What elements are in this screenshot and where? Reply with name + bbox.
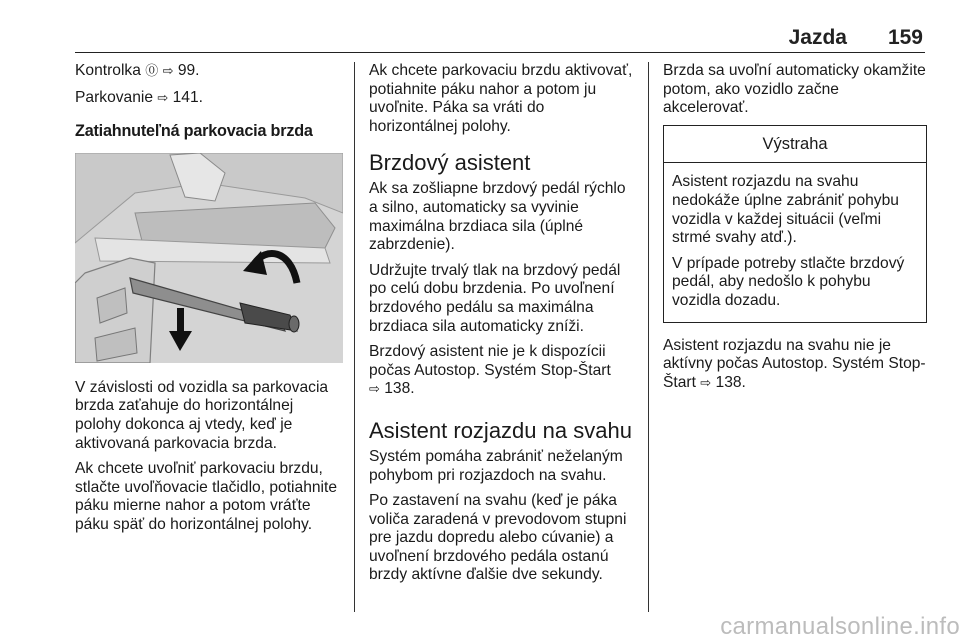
- page-number: 159: [887, 26, 923, 49]
- indicator-reference: Kontrolka ⓪ ⇨ 99.: [75, 62, 200, 79]
- column-3: [663, 62, 927, 400]
- warning-title: Výstraha: [664, 126, 926, 164]
- page-ref-arrow-icon: ⇨: [157, 90, 169, 106]
- indicator-symbol-icon: ⓪: [145, 64, 159, 79]
- column-divider: [354, 62, 355, 612]
- page-ref-link[interactable]: 138.: [711, 373, 746, 391]
- paragraph: Ak chcete uvoľniť parkovaciu brzdu, stlačte uvoľňovacie tlačidlo, potiahnite páku mierne nahor a potom vráťte páku späť do horizontálnej polohy.: [75, 460, 338, 533]
- parking-reference: Parkovanie ⇨ 141.: [75, 88, 203, 106]
- paragraph: Ak sa zošliapne brzdový pedál rýchlo a silno, automaticky sa vyvinie maximálna brzdiaca sila (úplné zabrzdenie).: [369, 180, 626, 254]
- warning-paragraph: V prípade potreby stlačte brzdový pedál, aby nedošlo k pohybu vozidla dozadu.: [672, 254, 905, 309]
- page-ref-link[interactable]: 138.: [379, 380, 415, 398]
- heading-hill-start-assist: Asistent rozjazdu na svahu: [369, 417, 632, 443]
- paragraph: Systém pomáha zabrániť neželaným pohybom pri rozjazdoch na svahu.: [369, 447, 623, 484]
- page-ref-link[interactable]: 99.: [173, 62, 200, 79]
- warning-body: [664, 163, 926, 321]
- paragraph: Brzda sa uvoľní automaticky okamžite potom, ako vozidlo začne akcelerovať.: [663, 62, 926, 117]
- paragraph: V závislosti od vozidla sa parkovacia brzda zaťahuje do horizontálnej polohy dokonca aj vtedy, keď je aktivovaná parkovacia brzda.: [75, 378, 329, 452]
- column-divider: [648, 62, 649, 612]
- page-ref-arrow-icon: ⇨: [162, 64, 174, 79]
- paragraph: Ak chcete parkovaciu brzdu aktivovať, potiahnite páku nahor a potom ju uvoľnite. Páka sa vráti do horizontálnej polohy.: [369, 62, 633, 135]
- heading-brake-assist: Brzdový asistent: [369, 150, 531, 176]
- heading-parking-brake: Zatiahnuteľná parkovacia brzda: [75, 122, 313, 141]
- paragraph: Po zastavení na svahu (keď je páka voliča zaradená v prevodovom stupni pre jazdu dopredu alebo cúvanie) a uvoľnení brzdového pedála ostanú brzdy aktívne ďalšie dve sekundy.: [369, 492, 627, 584]
- section-title: Jazda: [788, 26, 847, 49]
- parking-brake-illustration: [75, 153, 343, 363]
- paragraph: Udržujte trvalý tlak na brzdový pedál po celú dobu brzdenia. Po uvoľnení brzdového pedálu sa maximálna brzdiaca sila automaticky zníži.: [369, 261, 621, 335]
- warning-box: [663, 125, 927, 323]
- warning-paragraph: Asistent rozjazdu na svahu nedokáže úplne zabrániť pohybu vozidla v každej situácii (veľmi strmé svahy atď.).: [672, 173, 899, 247]
- column-1: [75, 62, 343, 542]
- page-ref-arrow-icon: ⇨: [700, 375, 712, 391]
- column-2: [369, 62, 637, 592]
- page-header: [75, 26, 925, 53]
- page-ref-link[interactable]: 141.: [168, 88, 203, 106]
- paragraph: Brzdový asistent nie je k dispozícii počas Autostop. Systém Stop-Štart ⇨ 138.: [369, 343, 611, 398]
- paragraph: Asistent rozjazdu na svahu nie je aktívny počas Autostop. Systém Stop-Štart ⇨ 138.: [663, 336, 926, 391]
- page-ref-arrow-icon: ⇨: [369, 382, 380, 398]
- watermark: carmanualsonline.info: [720, 613, 960, 640]
